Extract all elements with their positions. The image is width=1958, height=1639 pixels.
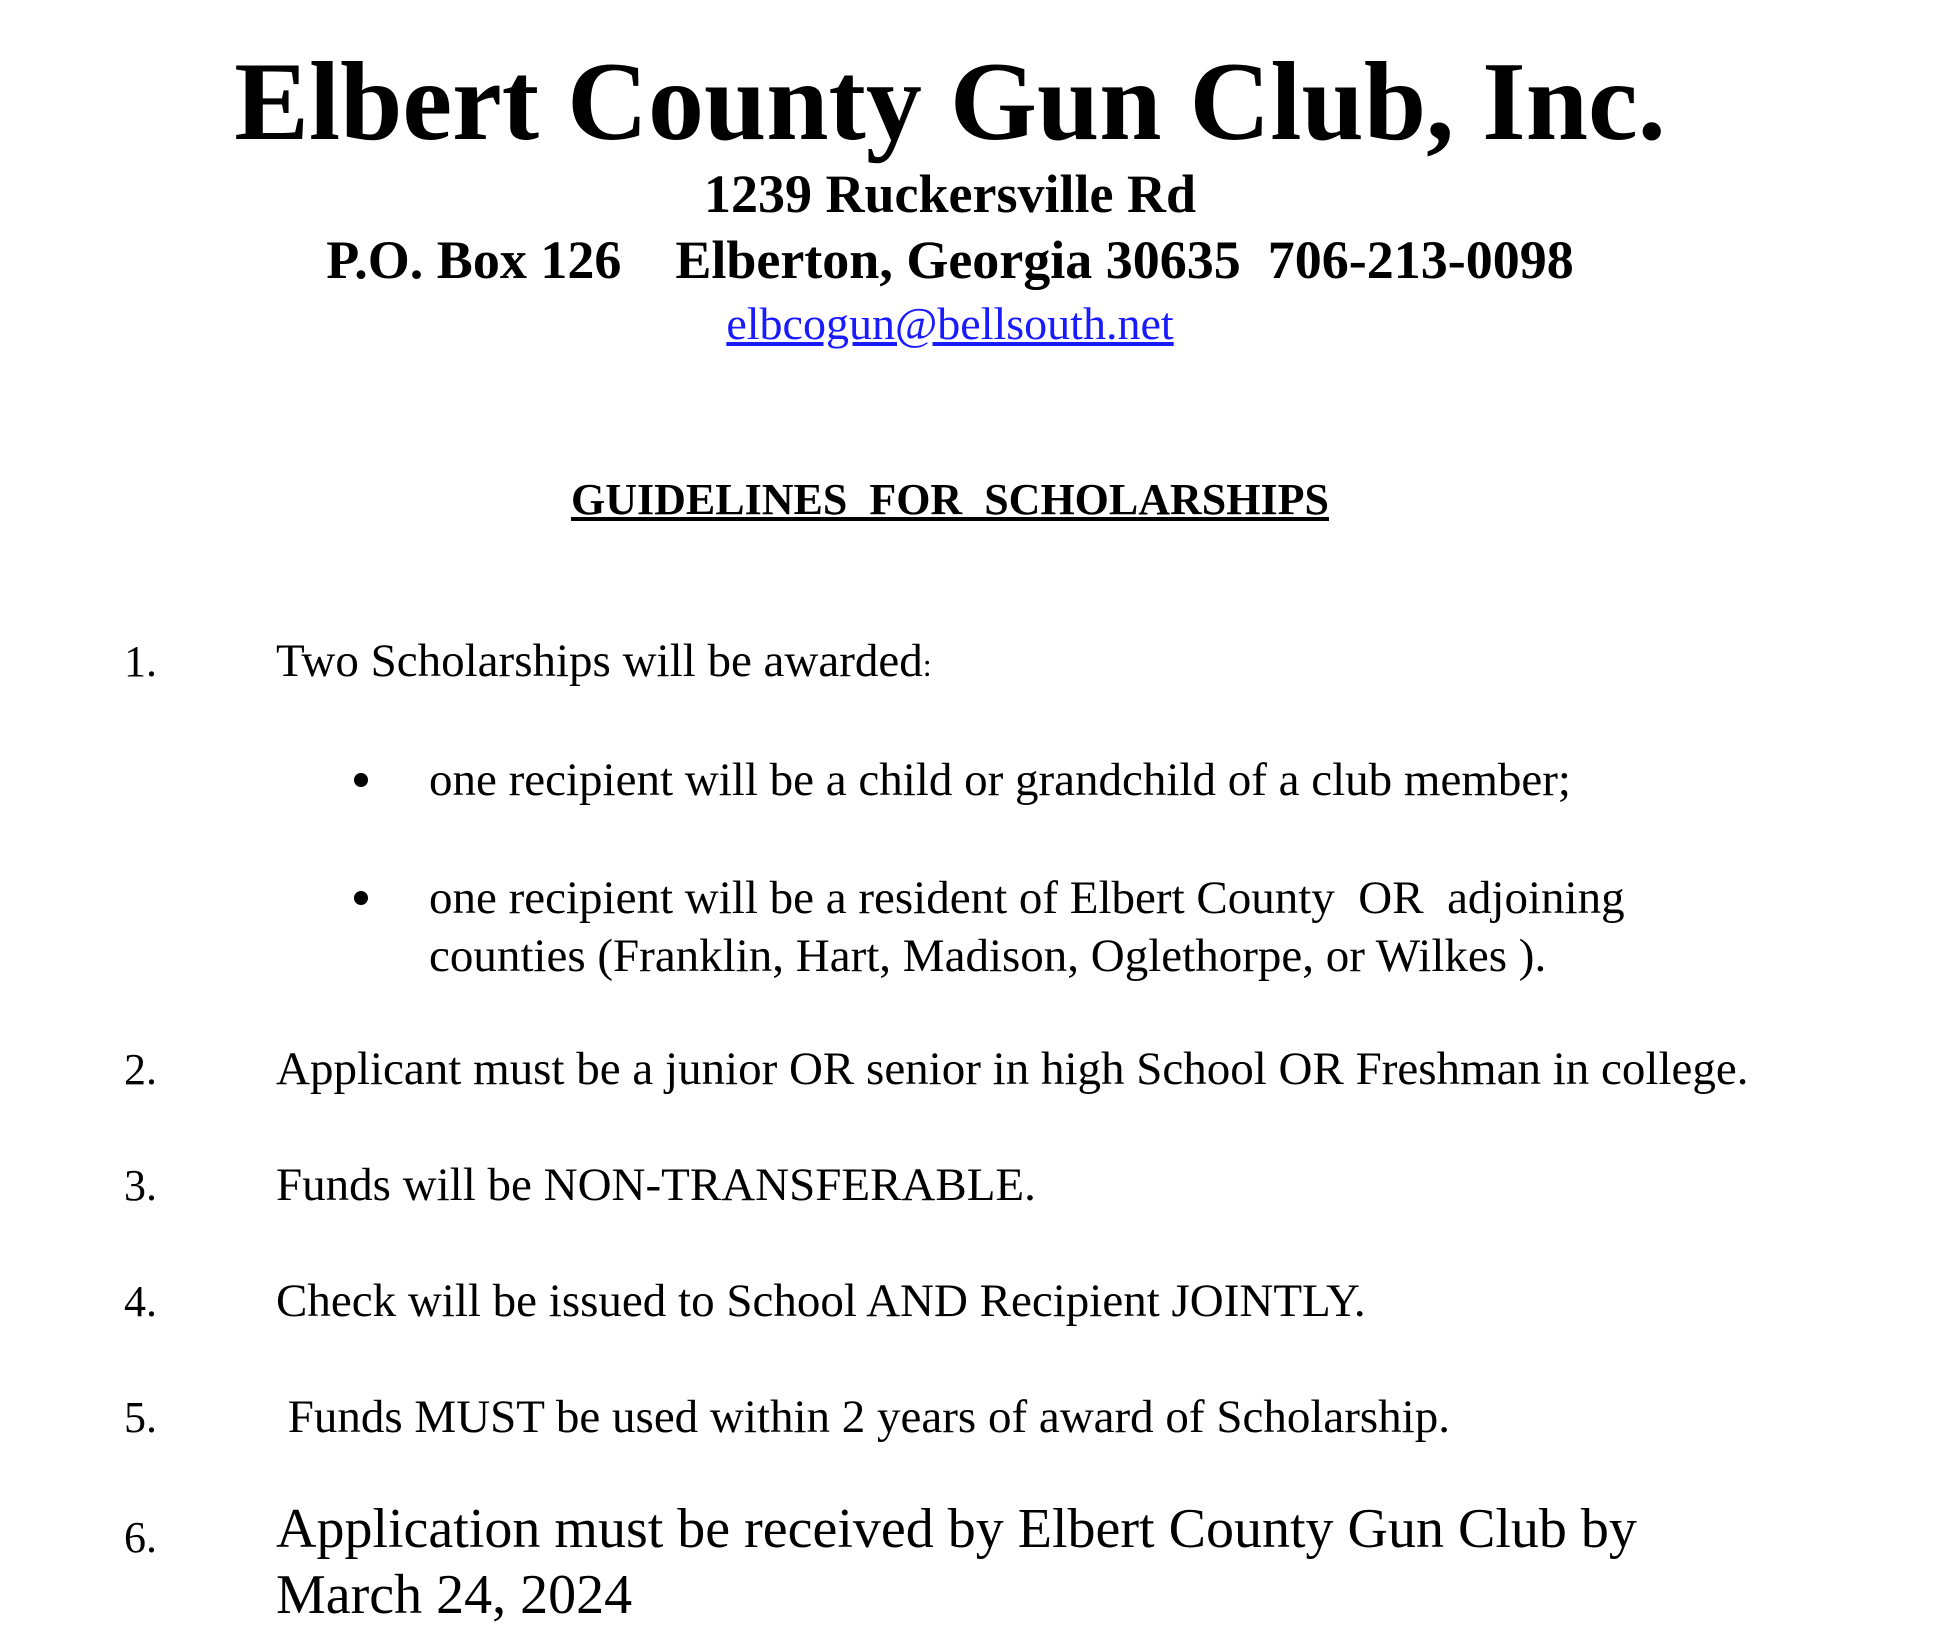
bullet-text-1: one recipient will be a child or grandchild of a club member; xyxy=(429,754,1571,806)
item-number-4: 4. xyxy=(124,1277,157,1326)
item-number-5: 5. xyxy=(124,1393,157,1442)
item-text-1-main: Two Scholarships will be awarded xyxy=(276,635,923,687)
item-text-6-line2: March 24, 2024 xyxy=(276,1564,633,1626)
item-text-1 xyxy=(276,632,932,694)
item-number-3: 3. xyxy=(124,1161,157,1210)
email-link[interactable]: elbcogun@bellsouth.net xyxy=(726,298,1174,349)
item-number-2: 2. xyxy=(124,1045,157,1094)
page-heading xyxy=(0,472,1900,528)
bullet-dot-1 xyxy=(354,773,368,787)
street-address: 1239 Ruckersville Rd xyxy=(704,164,1196,224)
bullet-dot-2 xyxy=(354,891,368,905)
email-line xyxy=(0,296,1900,352)
organization-name: Elbert County Gun Club, Inc. xyxy=(234,40,1666,164)
mailing-address-line xyxy=(0,228,1900,292)
item-text-2: Applicant must be a junior OR senior in high School OR Freshman in college. xyxy=(276,1043,1749,1095)
item-text-1-colon: : xyxy=(922,647,932,683)
page-heading-text: GUIDELINES FOR SCHOLARSHIPS xyxy=(571,475,1329,524)
item-text-5: Funds MUST be used within 2 years of award of Scholarship. xyxy=(276,1391,1450,1443)
mailing-address-text: P.O. Box 126 Elberton, Georgia 30635 706-213-0098 xyxy=(326,230,1574,290)
item-text-6-line1: Application must be received by Elbert County Gun Club by xyxy=(276,1498,1637,1560)
item-number-6: 6. xyxy=(124,1513,157,1562)
bullet-text-2-line1: one recipient will be a resident of Elbert County OR adjoining xyxy=(429,872,1625,924)
bullet-text-2-line2: counties (Franklin, Hart, Madison, Oglethorpe, or Wilkes ). xyxy=(429,930,1547,982)
item-text-4: Check will be issued to School AND Recipient JOINTLY. xyxy=(276,1275,1366,1327)
item-number-1: 1. xyxy=(124,637,157,686)
item-text-3: Funds will be NON-TRANSFERABLE. xyxy=(276,1159,1036,1211)
